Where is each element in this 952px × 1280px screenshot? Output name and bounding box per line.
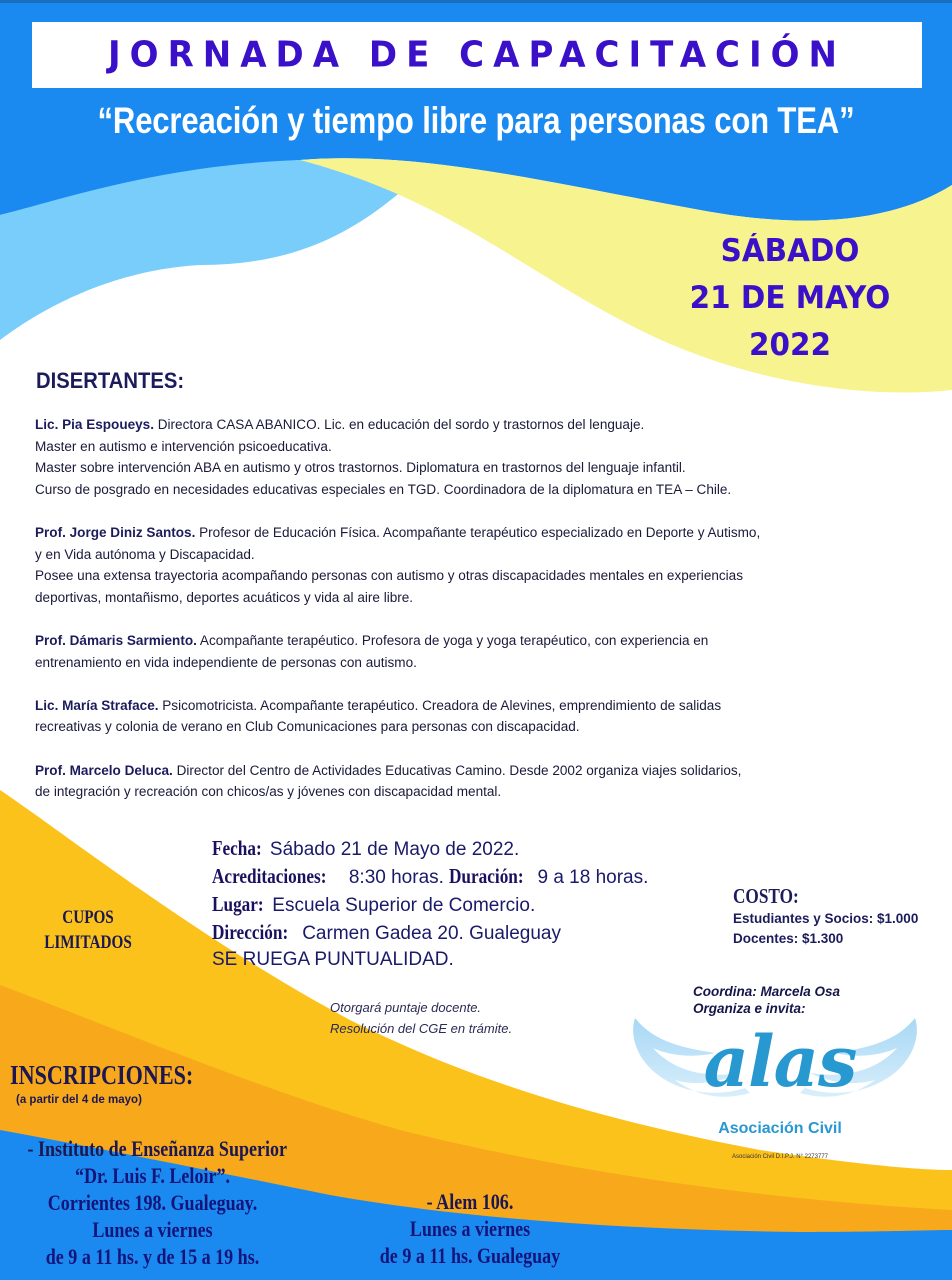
speaker-name: Prof. Dámaris Sarmiento. bbox=[35, 632, 197, 649]
note-line: Resolución del CGE en trámite. bbox=[330, 1021, 513, 1036]
registration-location-2 bbox=[345, 1188, 595, 1269]
location-line: de 9 a 11 hs. Gualeguay bbox=[379, 1243, 561, 1268]
cupos-line: LIMITADOS bbox=[44, 932, 132, 953]
cupos-line: CUPOS bbox=[62, 907, 114, 928]
speaker-name: Prof. Marcelo Deluca. bbox=[35, 762, 173, 779]
registration-location-1 bbox=[0, 1135, 305, 1270]
speaker-bio-line: Posee una extensa trayectoria acompañando personas con autismo y otras discapacidades mentales en experiencias bbox=[35, 568, 743, 585]
location-line: “Dr. Luis F. Leloir”. bbox=[74, 1163, 231, 1188]
speaker-entry bbox=[35, 631, 935, 674]
detail-direccion bbox=[212, 919, 648, 947]
location-line: - Alem 106. bbox=[426, 1189, 514, 1214]
location-line: Lunes a viernes bbox=[409, 1216, 531, 1241]
event-date-block bbox=[660, 228, 920, 369]
speaker-entry bbox=[35, 415, 935, 501]
logo-wordmark: alas bbox=[703, 1020, 857, 1103]
speakers-list bbox=[35, 415, 935, 825]
cost-section bbox=[733, 884, 918, 949]
speakers-heading: DISERTANTES: bbox=[36, 368, 185, 393]
speaker-bio-line: Acompañante terapéutico. Profesora de yoga y yoga terapéutico, con experiencia en bbox=[196, 632, 709, 649]
cost-heading: COSTO: bbox=[733, 884, 799, 908]
speaker-bio-line: de integración y recreación con chicos/as y jóvenes con discapacidad mental. bbox=[35, 784, 502, 801]
detail-label: Lugar: bbox=[212, 892, 264, 916]
detail-value: 8:30 horas. bbox=[343, 867, 450, 888]
detail-label: Acreditaciones: bbox=[212, 864, 327, 888]
speaker-entry bbox=[35, 761, 935, 804]
location-line: Corrientes 198. Gualeguay. bbox=[47, 1190, 258, 1215]
location-line: Lunes a viernes bbox=[92, 1217, 213, 1242]
speaker-bio-line: deportivas, montañismo, deportes acuáticos y vida al aire libre. bbox=[35, 589, 414, 606]
speaker-bio-line: recreativas y colonia de verano en Club Comunicaciones para personas con discapacidad. bbox=[35, 719, 580, 736]
speaker-entry bbox=[35, 696, 935, 739]
speaker-bio-line: Curso de posgrado en necesidades educativas especiales en TGD. Coordinadora de la diplomatura en TEA – Chile. bbox=[35, 481, 732, 498]
detail-label: Fecha: bbox=[212, 836, 262, 860]
detail-value: Sábado 21 de Mayo de 2022. bbox=[264, 839, 520, 860]
date-daymonth: 21 DE MAYO bbox=[689, 280, 891, 316]
cost-teachers: Docentes: $1.300 bbox=[733, 931, 844, 946]
speaker-bio-line: Master en autismo e intervención psicoeducativa. bbox=[35, 438, 332, 455]
speaker-bio-line: entrenamiento en vida independiente de personas con autismo. bbox=[35, 654, 417, 671]
detail-lugar bbox=[212, 891, 648, 919]
event-details bbox=[212, 835, 648, 973]
note-line: Otorgará puntaje docente. bbox=[330, 1000, 482, 1015]
speaker-bio-line: Psicomotricista. Acompañante terapéutico. Creadora de Alevines, emprendimiento de salidas bbox=[158, 697, 722, 714]
detail-fecha bbox=[212, 835, 648, 863]
location-line: de 9 a 11 hs. y de 15 a 19 hs. bbox=[45, 1244, 260, 1269]
speaker-bio-line: Master sobre intervención ABA en autismo y otros trastornos. Diplomatura en trastornos del lenguaje infantil. bbox=[35, 460, 686, 477]
speaker-entry bbox=[35, 523, 935, 609]
detail-label: Dirección: bbox=[212, 920, 289, 944]
speaker-name: Lic. María Straface. bbox=[35, 697, 159, 714]
detail-value: Carmen Gadea 20. Gualeguay bbox=[296, 923, 561, 944]
credit-note bbox=[330, 997, 512, 1039]
event-subtitle: “Recreación y tiempo libre para personas con TEA” bbox=[97, 100, 855, 141]
logo-registration: Asociación Civil D.I.P.J. N° 2273777 bbox=[731, 1154, 828, 1160]
detail-label: Duración: bbox=[449, 864, 524, 888]
date-year: 2022 bbox=[749, 327, 831, 363]
date-day: SÁBADO bbox=[720, 233, 860, 269]
cost-students: Estudiantes y Socios: $1.000 bbox=[733, 911, 919, 926]
detail-acreditaciones bbox=[212, 863, 648, 891]
speaker-name: Prof. Jorge Diniz Santos. bbox=[35, 524, 196, 541]
detail-value: Escuela Superior de Comercio. bbox=[267, 895, 536, 916]
coordinator: Coordina: Marcela Osa bbox=[693, 984, 841, 999]
speaker-name: Lic. Pia Espoueys. bbox=[35, 417, 154, 433]
speaker-bio-line: Profesor de Educación Física. Acompañante terapéutico especializado en Deporte y Autismo, bbox=[195, 524, 761, 541]
location-line: - Instituto de Enseñanza Superior bbox=[27, 1136, 288, 1161]
organizer-label: Organiza e invita: bbox=[693, 1001, 806, 1016]
speaker-bio-line: Director del Centro de Actividades Educativas Camino. Desde 2002 organiza viajes solidarios, bbox=[172, 762, 742, 779]
logo-subtitle: Asociación Civil bbox=[718, 1120, 842, 1137]
registration-heading: INSCRIPCIONES: bbox=[10, 1060, 194, 1090]
speaker-bio-line: y en Vida autónoma y Discapacidad. bbox=[35, 546, 255, 563]
detail-puntualidad: SE RUEGA PUNTUALIDAD. bbox=[212, 949, 454, 970]
registration-subheading: (a partir del 4 de mayo) bbox=[16, 1094, 142, 1106]
speaker-bio-line: Directora CASA ABANICO. Lic. en educación del sordo y trastornos del lenguaje. bbox=[153, 417, 645, 433]
page-title: JORNADA DE CAPACITACIÓN bbox=[108, 34, 846, 76]
detail-value: 9 a 18 horas. bbox=[532, 867, 649, 888]
limited-spots-badge bbox=[40, 905, 136, 955]
title-banner bbox=[32, 22, 922, 88]
